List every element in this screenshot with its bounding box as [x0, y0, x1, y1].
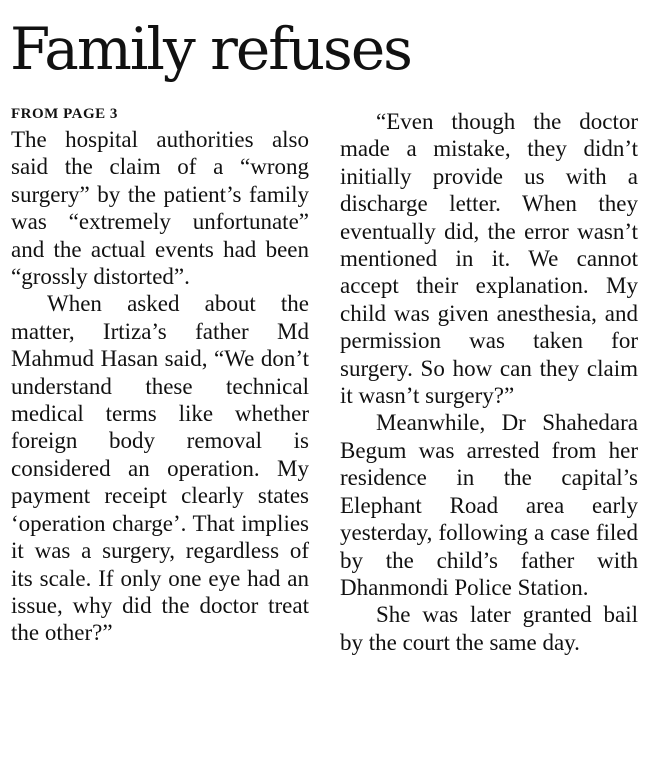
- paragraph: She was later granted bail by the court the same day.: [340, 602, 638, 655]
- kicker-from-page: FROM PAGE 3: [11, 106, 118, 122]
- paragraph: The hospital authorities also said the claim of a “wrong surgery” by the patient’s family was “extremely unfortunate” and the actual events had been “grossly distorted”.: [11, 127, 309, 290]
- left-column: [11, 104, 309, 647]
- paragraph: Meanwhile, Dr Shahedara Begum was arrested from her residence in the capital’s Elephant Road area early yesterday, following a case filed by the child’s father with Dhanmondi Police Station.: [340, 410, 638, 600]
- headline: Family refuses: [10, 15, 411, 83]
- paragraph: “Even though the doctor made a mistake, they didn’t initially provide us with a discharge letter. When they eventually did, the error wasn’t mentioned in it. We cannot accept their explanation. My child was given anesthesia, and permission was taken for surgery. So how can they claim it wasn’t surgery?”: [340, 109, 638, 409]
- paragraph: When asked about the matter, Irtiza’s father Md Mahmud Hasan said, “We don’t understand these technical medical terms like whether foreign body removal is considered an operation. My payment receipt clearly states ‘operation charge’. That implies it was a surgery, regardless of its scale. If only one eye had an issue, why did the doctor treat the other?”: [11, 291, 309, 646]
- right-column: [340, 108, 638, 656]
